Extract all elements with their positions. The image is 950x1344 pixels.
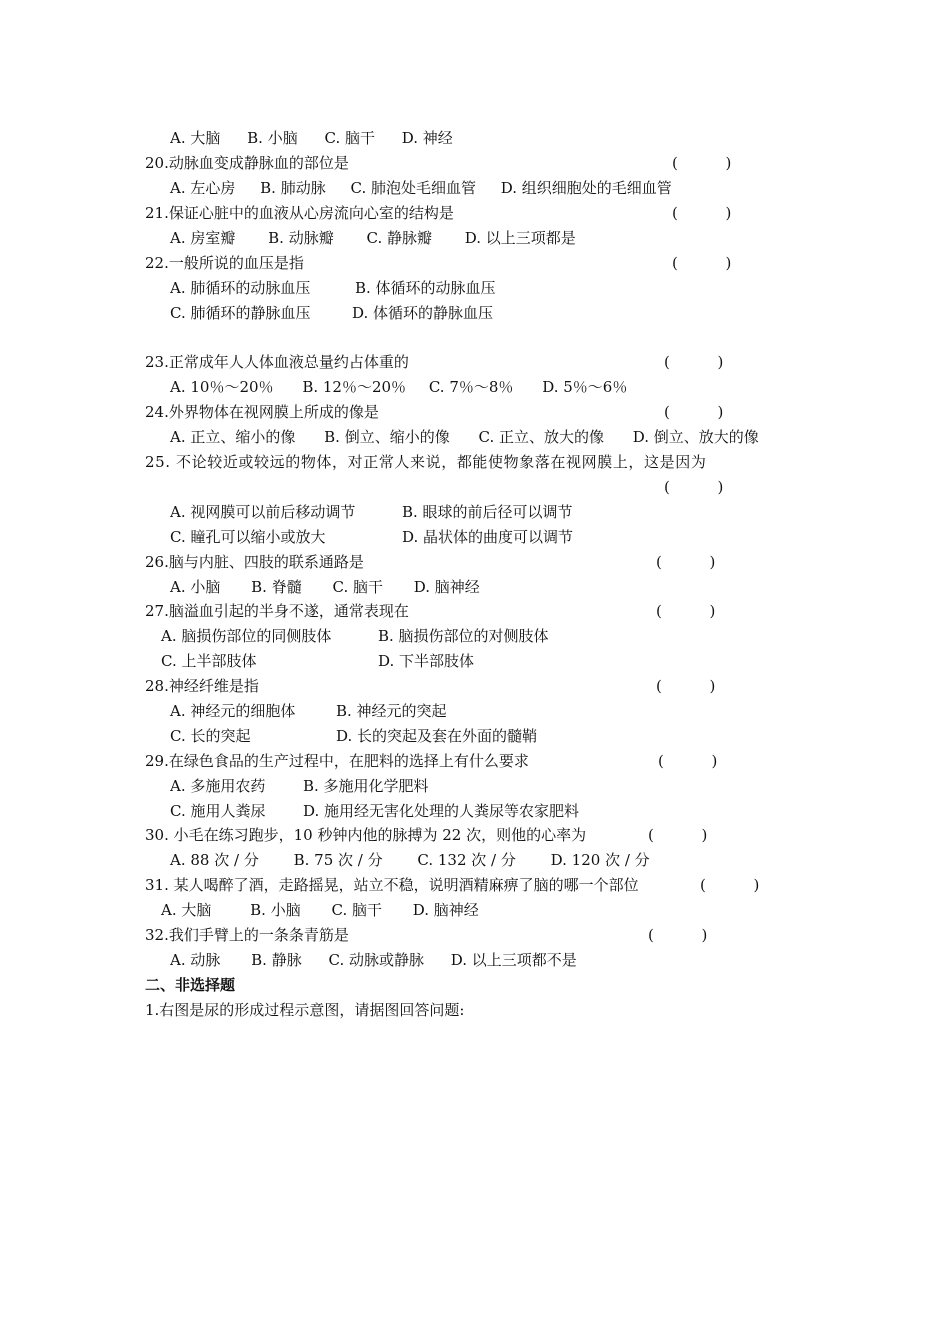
q24-answer-paren: ( )	[664, 403, 724, 421]
q27-option-d: D. 下半部肢体	[378, 652, 475, 670]
q25-answer-paren: ( )	[664, 478, 724, 496]
q21-option-b: B. 动脉瓣	[268, 229, 334, 247]
q20-answer-paren: ( )	[672, 154, 732, 172]
q28-answer-paren: ( )	[656, 677, 716, 695]
q28-option-b: B. 神经元的突起	[336, 702, 447, 720]
q29-option-d: D. 施用经无害化处理的人粪尿等农家肥料	[303, 802, 580, 820]
q23-option-a: A. 10％～20％	[170, 378, 274, 396]
q32-option-a: A. 动脉	[170, 951, 221, 969]
q22-answer-paren: ( )	[672, 254, 732, 272]
q26-option-c: C. 脑干	[332, 578, 383, 596]
q21-option-a: A. 房室瓣	[170, 229, 236, 247]
q26-answer-paren: ( )	[656, 553, 716, 571]
q27-option-b: B. 脑损伤部位的对侧肢体	[378, 627, 549, 645]
q21-stem: 21.保证心脏中的血液从心房流向心室的结构是	[145, 204, 454, 222]
q26-option-a: A. 小脑	[170, 578, 221, 596]
q21-options	[170, 229, 576, 247]
q22-option-c: C. 肺循环的静脉血压	[170, 304, 311, 322]
q30-option-d: D. 120 次 / 分	[550, 851, 650, 869]
q20-option-a: A. 左心房	[170, 179, 236, 197]
q25-option-c: C. 瞳孔可以缩小或放大	[170, 528, 326, 546]
q24-option-b: B. 倒立、缩小的像	[324, 428, 450, 446]
q25-stem: 25. 不论较近或较远的物体，对正常人来说，都能使物象落在视网膜上，这是因为	[145, 453, 707, 471]
q25-option-b: B. 眼球的前后径可以调节	[402, 503, 573, 521]
q28-option-c: C. 长的突起	[170, 727, 251, 745]
q31-stem: 31. 某人喝醉了酒，走路摇晃，站立不稳，说明酒精麻痹了脑的哪一个部位	[145, 876, 639, 894]
q27-option-c: C. 上半部肢体	[161, 652, 257, 670]
q32-option-d: D. 以上三项都不是	[450, 951, 577, 969]
q30-options	[170, 851, 650, 869]
q23-stem: 23.正常成年人人体血液总量约占体重的	[145, 353, 409, 371]
section-heading: 二、非选择题	[145, 976, 236, 994]
q19-option-c: C. 脑干	[324, 129, 375, 147]
q25-option-a: A. 视网膜可以前后移动调节	[170, 503, 356, 521]
q30-option-a: A. 88 次 / 分	[170, 851, 259, 869]
q28-option-d: D. 长的突起及套在外面的髓鞘	[336, 727, 538, 745]
q24-option-d: D. 倒立、放大的像	[632, 428, 759, 446]
q26-option-d: D. 脑神经	[413, 578, 480, 596]
q24-stem: 24.外界物体在视网膜上所成的像是	[145, 403, 379, 421]
q31-option-a: A. 大脑	[161, 901, 212, 919]
q19-option-a: A. 大脑	[170, 129, 221, 147]
q32-options	[170, 951, 577, 969]
q26-options	[170, 578, 480, 596]
q31-answer-paren: ( )	[700, 876, 760, 894]
q25-option-d: D. 晶状体的曲度可以调节	[402, 528, 574, 546]
q30-option-b: B. 75 次 / 分	[293, 851, 383, 869]
q23-option-b: B. 12％～20％	[302, 378, 407, 396]
q29-option-a: A. 多施用农药	[170, 777, 266, 795]
q23-options	[170, 378, 627, 396]
q29-option-b: B. 多施用化学肥料	[303, 777, 429, 795]
q19-option-d: D. 神经	[401, 129, 453, 147]
q27-stem: 27.脑溢血引起的半身不遂，通常表现在	[145, 602, 409, 620]
section2-question-1: 1.右图是尿的形成过程示意图，请据图回答问题:	[145, 1001, 465, 1019]
q20-stem: 20.动脉血变成静脉血的部位是	[145, 154, 349, 172]
q27-answer-paren: ( )	[656, 602, 716, 620]
q29-stem: 29.在绿色食品的生产过程中，在肥料的选择上有什么要求	[145, 752, 529, 770]
q22-option-a: A. 肺循环的动脉血压	[170, 279, 311, 297]
q30-stem: 30. 小毛在练习跑步，10 秒钟内他的脉搏为 22 次，则他的心率为	[145, 826, 587, 844]
q22-stem: 22.一般所说的血压是指	[145, 254, 304, 272]
q31-option-c: C. 脑干	[331, 901, 382, 919]
q20-option-d: D. 组织细胞处的毛细血管	[500, 179, 672, 197]
q30-option-c: C. 132 次 / 分	[417, 851, 516, 869]
q20-option-b: B. 肺动脉	[260, 179, 326, 197]
q21-option-d: D. 以上三项都是	[464, 229, 576, 247]
q24-option-a: A. 正立、缩小的像	[170, 428, 296, 446]
q26-stem: 26.脑与内脏、四肢的联系通路是	[145, 553, 364, 571]
q31-option-b: B. 小脑	[250, 901, 301, 919]
q32-stem: 32.我们手臂上的一条条青筋是	[145, 926, 349, 944]
q30-answer-paren: ( )	[648, 826, 708, 844]
q19-options	[170, 129, 453, 147]
q28-option-a: A. 神经元的细胞体	[170, 702, 296, 720]
q22-option-b: B. 体循环的动脉血压	[355, 279, 496, 297]
q19-option-b: B. 小脑	[247, 129, 298, 147]
q21-answer-paren: ( )	[672, 204, 732, 222]
q20-options	[170, 179, 672, 197]
q21-option-c: C. 静脉瓣	[366, 229, 432, 247]
q20-option-c: C. 肺泡处毛细血管	[350, 179, 476, 197]
q23-answer-paren: ( )	[664, 353, 724, 371]
q27-option-a: A. 脑损伤部位的同侧肢体	[161, 627, 332, 645]
q28-stem: 28.神经纤维是指	[145, 677, 259, 695]
q29-answer-paren: ( )	[658, 752, 718, 770]
q32-answer-paren: ( )	[648, 926, 708, 944]
q23-option-d: D. 5％～6％	[542, 378, 628, 396]
q24-option-c: C. 正立、放大的像	[478, 428, 604, 446]
q23-option-c: C. 7％～8％	[428, 378, 514, 396]
q32-option-b: B. 静脉	[251, 951, 302, 969]
q24-options	[170, 428, 759, 446]
q31-options	[161, 901, 479, 919]
q22-option-d: D. 体循环的静脉血压	[352, 304, 494, 322]
q32-option-c: C. 动脉或静脉	[328, 951, 424, 969]
q26-option-b: B. 脊髓	[251, 578, 302, 596]
q31-option-d: D. 脑神经	[412, 901, 479, 919]
q29-option-c: C. 施用人粪尿	[170, 802, 266, 820]
